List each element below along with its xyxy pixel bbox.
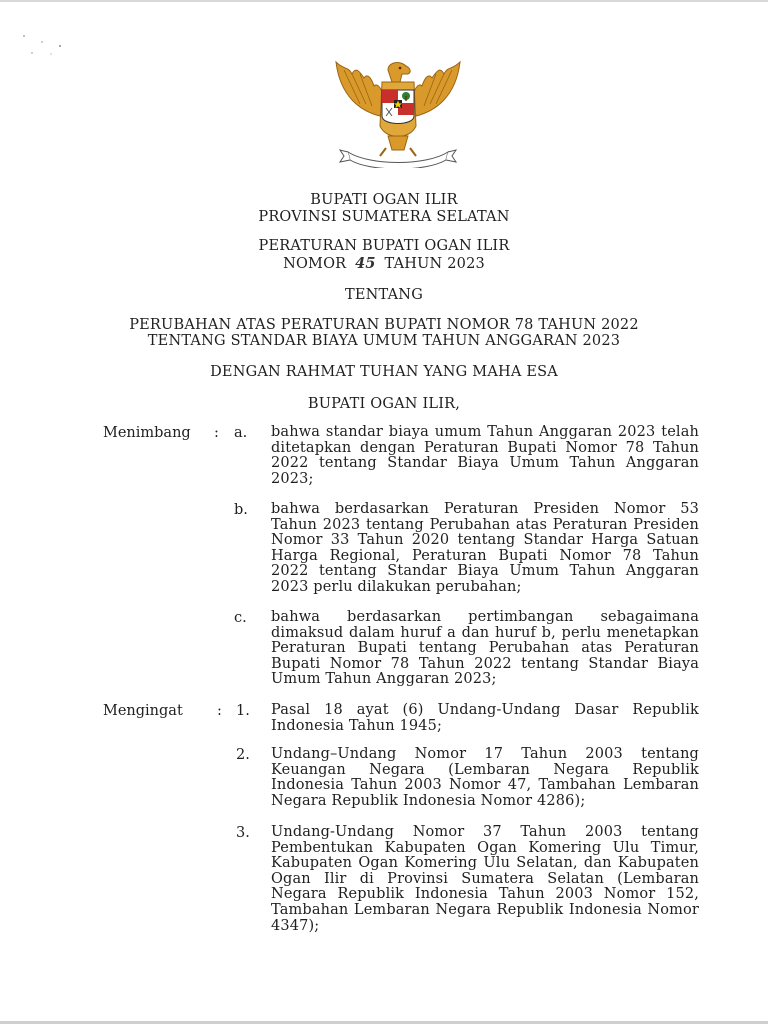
menimbang-marker-a: a. (234, 425, 248, 441)
mengingat-colon: : (217, 703, 222, 719)
authority-line-2: PROVINSI SUMATERA SELATAN (258, 209, 510, 225)
regulation-title: PERATURAN BUPATI OGAN ILIR (258, 238, 510, 254)
menimbang-item-a: bahwa standar biaya umum Tahun Anggaran 2023 telah ditetapkan dengan Peraturan Bupati Nomor 78 Tahun 2022 tentang Standar Biaya Umum Tahun Anggaran 2023; (271, 424, 699, 487)
menimbang-item-c: bahwa berdasarkan pertimbangan sebagaimana dimaksud dalam huruf a dan huruf b, perlu menetapkan Peraturan Bupati tentang Perubahan atas Peraturan Bupati Nomor 78 Tahun 2022 tentang Standar Biaya Umum Tahun Anggaran 2023; (271, 609, 699, 688)
mengingat-item-2: Undang–Undang Nomor 17 Tahun 2003 tentang Keuangan Negara (Lembaran Negara Republik Indonesia Tahun 2003 Nomor 47, Tambahan Lembaran Negara Republik Indonesia Nomor 4286); (271, 746, 699, 809)
about-heading: TENTANG (345, 287, 423, 303)
garuda-emblem-icon (330, 56, 466, 168)
regulation-number (0, 255, 768, 273)
handwritten-number: 45 (355, 255, 376, 272)
subject-line-1: PERUBAHAN ATAS PERATURAN BUPATI NOMOR 78 TAHUN 2022 (129, 317, 639, 333)
authority-line-1: BUPATI OGAN ILIR (310, 192, 458, 208)
mengingat-item-1: Pasal 18 ayat (6) Undang-Undang Dasar Republik Indonesia Tahun 1945; (271, 702, 699, 734)
menimbang-marker-b: b. (234, 502, 248, 518)
grace-line: DENGAN RAHMAT TUHAN YANG MAHA ESA (210, 364, 558, 380)
issuer-line: BUPATI OGAN ILIR, (307, 396, 461, 412)
mengingat-marker-1: 1. (236, 703, 250, 719)
mengingat-marker-2: 2. (236, 747, 250, 763)
scan-edge-top (0, 0, 768, 2)
menimbang-item-b: bahwa berdasarkan Peraturan Presiden Nomor 53 Tahun 2023 tentang Perubahan atas Peraturan Presiden Nomor 33 Tahun 2020 tentang Standar Harga Satuan Harga Regional, Peraturan Bupati Nomor 78 Tahun 2022 tentang Standar Biaya Umum Tahun Anggaran 2023 perlu dilakukan perubahan; (271, 501, 699, 595)
mengingat-item-3: Undang-Undang Nomor 37 Tahun 2003 tentang Pembentukan Kabupaten Ogan Komering Ulu Timur, Kabupaten Ogan Komering Ulu Selatan, dan Kabupaten Ogan Ilir di Provinsi Sumatera Selatan (Lembaran Negara Republik Indonesia Tahun 2003 Nomor 152, Tambahan Lembaran Negara Republik Indonesia Nomor 4347); (271, 824, 699, 934)
subject-line-2: TENTANG STANDAR BIAYA UMUM TAHUN ANGGARAN 2023 (147, 333, 621, 349)
mengingat-label: Mengingat (103, 703, 183, 719)
menimbang-marker-c: c. (234, 610, 247, 626)
mengingat-marker-3: 3. (236, 825, 250, 841)
number-suffix: TAHUN 2023 (384, 256, 485, 272)
number-prefix: NOMOR (283, 256, 347, 272)
menimbang-label: Menimbang (103, 425, 191, 441)
scan-specks (20, 34, 80, 64)
menimbang-colon: : (214, 425, 219, 441)
